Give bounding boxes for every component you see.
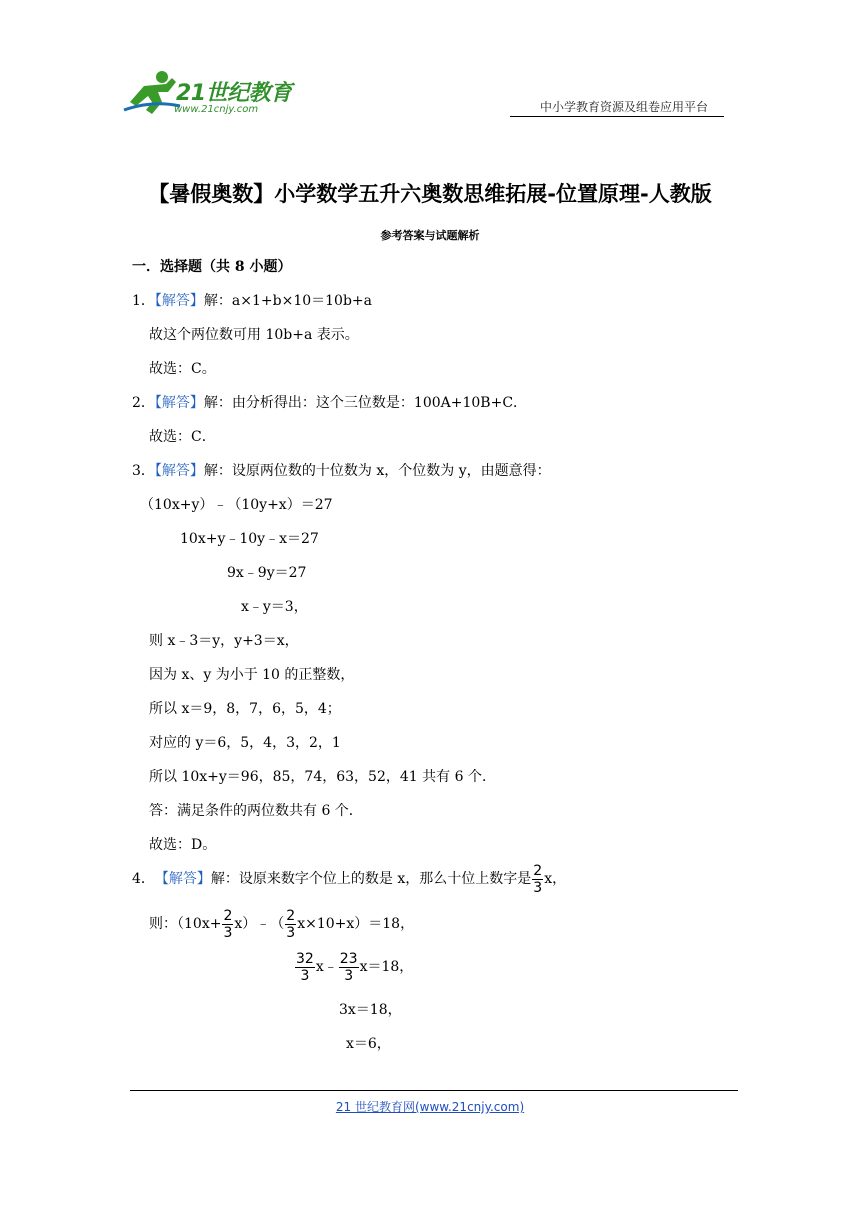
q1-answer-tag: 【解答】 (154, 293, 204, 309)
q3-answer-tag: 【解答】 (154, 463, 204, 479)
q1-line-3: 故选：C。 (149, 361, 216, 377)
fraction-32-thirds: $\frac{32}{3}$ (296, 950, 314, 984)
fraction-23-thirds: $\frac{23}{3}$ (339, 950, 358, 984)
q1-number: 1． (132, 293, 155, 309)
q3-equation-4: x﹣y＝3， (241, 599, 308, 615)
q4-answer-tag: 【解答】 (154, 871, 211, 887)
q4-eq2-end: x＝18， (359, 959, 414, 975)
q1-line-1: 解：a×1+b×10＝10b+a (203, 293, 372, 309)
q4-equation-4: x＝6， (346, 1036, 391, 1052)
footer-rule (130, 1090, 738, 1091)
fraction-two-thirds: $\frac{2}{3}$ (223, 907, 233, 941)
q3-line-6: 因为 x、y 为小于 10 的正整数， (149, 667, 355, 683)
document-title: 【暑假奥数】小学数学五升六奥数思维拓展-位置原理-人教版 (148, 182, 712, 206)
q4-eq1-part-a: 则：（10x+ (149, 916, 222, 932)
q3-line-1: 解：设原两位数的十位数为 x，个位数为 y，由题意得： (203, 463, 551, 479)
header-rule (510, 116, 724, 117)
q4-eq2-mid: x﹣ (315, 959, 338, 975)
q2-line-2: 故选：C． (149, 429, 216, 445)
q3-equation-1: （10x+y）﹣（10y+x）＝27 (140, 497, 333, 513)
q4-line-1: 解：设原来数字个位上的数是 x，那么十位上数字是 (210, 871, 532, 887)
q3-equation-3: 9x﹣9y＝27 (227, 565, 307, 581)
q4-equation-3: 3x＝18， (339, 1002, 402, 1018)
platform-name: 中小学教育资源及组卷应用平台 (540, 100, 709, 114)
q3-equation-2: 10x+y﹣10y﹣x＝27 (180, 531, 319, 547)
fraction-two-thirds: $\frac{2}{3}$ (286, 907, 296, 941)
fraction-two-thirds: $\frac{2}{3}$ (533, 862, 543, 896)
q2-answer-tag: 【解答】 (154, 395, 204, 411)
document-subtitle: 参考答案与试题解析 (380, 229, 480, 242)
q4-eq1-part-b: x）﹣（ (234, 916, 285, 932)
q4-number: 4． (132, 871, 155, 887)
q3-line-10: 答：满足条件的两位数共有 6 个． (149, 803, 363, 819)
q3-number: 3． (132, 463, 155, 479)
q3-line-9: 所以 10x+y＝96，85，74，63，52，41 共有 6 个． (149, 769, 496, 785)
q3-line-7: 所以 x＝9，8，7，6，5，4； (149, 701, 341, 717)
q3-line-8: 对应的 y＝6，5，4，3，2，1 (149, 735, 341, 751)
section-heading: 一．选择题（共 8 小题） (132, 259, 292, 275)
q2-line-1: 解：由分析得出：这个三位数是：100A+10B+C． (203, 395, 528, 411)
logo-url: www.21cnjy.com (174, 104, 259, 115)
q4-eq1-part-c: x×10+x）＝18， (297, 916, 415, 932)
logo-text: 21世纪教育 (176, 81, 292, 106)
q3-line-11: 故选：D。 (149, 837, 217, 853)
q2-number: 2． (132, 395, 155, 411)
site-logo (122, 70, 292, 120)
footer-link[interactable]: 21 世纪教育网(www.21cnjy.com) (335, 1100, 525, 1114)
q3-line-5: 则 x﹣3＝y，y+3＝x， (149, 633, 299, 649)
q1-line-2: 故这个两位数可用 10b+a 表示。 (149, 327, 359, 343)
